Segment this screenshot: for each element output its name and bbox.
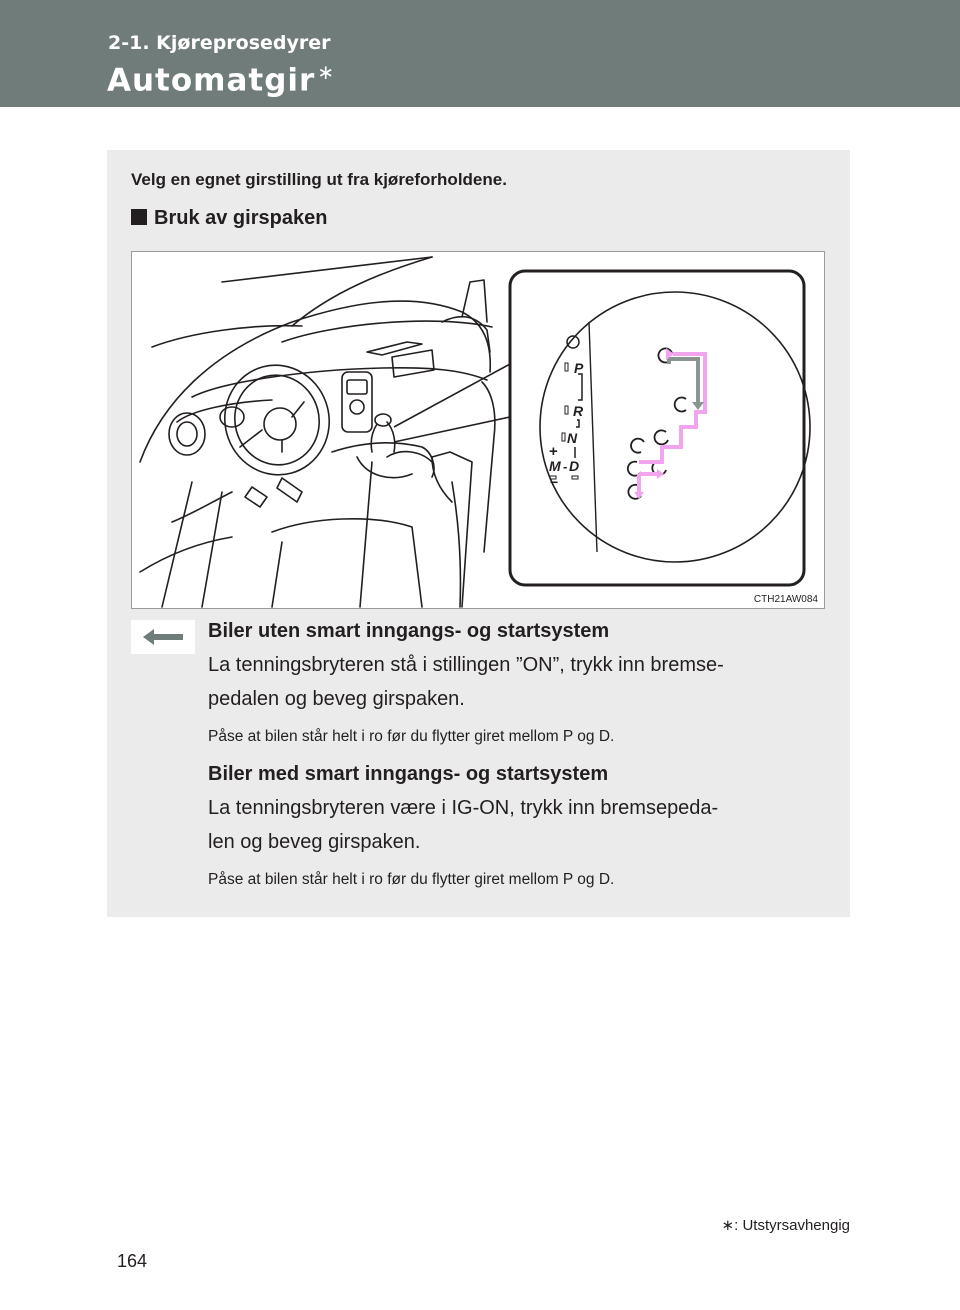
section-heading: Biler uten smart inngangs- og startsystem [208,620,610,642]
section-body [208,648,828,716]
gate-label-r: R [573,403,584,419]
intro-text: Velg en egnet girstilling ut fra kjøreforholdene. [131,170,507,189]
section-with-smart-entry [208,763,828,889]
page-title [107,60,335,98]
figure-code: CTH21AW084 [753,594,818,605]
shift-lever-illustration [131,251,825,609]
section-without-smart-entry [208,620,828,746]
body-line: len og beveg girspaken. [208,831,421,853]
section-heading: Biler med smart inngangs- og startsystem [208,763,609,785]
section-label: 2-1. Kjøreprosedyrer [108,32,331,54]
gate-label-dash: - [563,459,568,474]
section-body [208,791,828,859]
gate-label-p: P [574,360,584,376]
section-note: Påse at bilen står helt i ro før du flytter giret mellom P og D. [208,871,615,888]
equipment-mark: ∗ [317,60,336,84]
gate-label-d: D [569,458,580,474]
callout-frame [510,271,804,585]
back-arrow-button[interactable] [131,620,195,654]
gate-label-minus: − [550,474,559,490]
subheading-text: Bruk av girspaken [154,207,328,229]
gate-label-n: N [567,430,578,446]
gate-label-m: M [549,458,561,474]
equipment-footnote: ∗: Utstyrsavhengig [721,1217,850,1234]
illustration-drawing [132,252,824,608]
arrow-left-icon [143,628,183,646]
subheading [131,207,327,230]
section-note: Påse at bilen står helt i ro før du flytter giret mellom P og D. [208,728,615,745]
page-number: 164 [117,1251,148,1271]
page-title-text: Automatgir [107,62,316,99]
body-line: pedalen og beveg girspaken. [208,688,465,710]
gate-label-plus: + [549,443,558,460]
bullet-square-icon [131,209,147,225]
body-line: La tenningsbryteren stå i stillingen ”ON”, trykk inn bremse- [208,654,724,676]
body-line: La tenningsbryteren være i IG-ON, trykk inn bremsepeda- [208,797,719,819]
callout-line-bottom [394,417,510,442]
